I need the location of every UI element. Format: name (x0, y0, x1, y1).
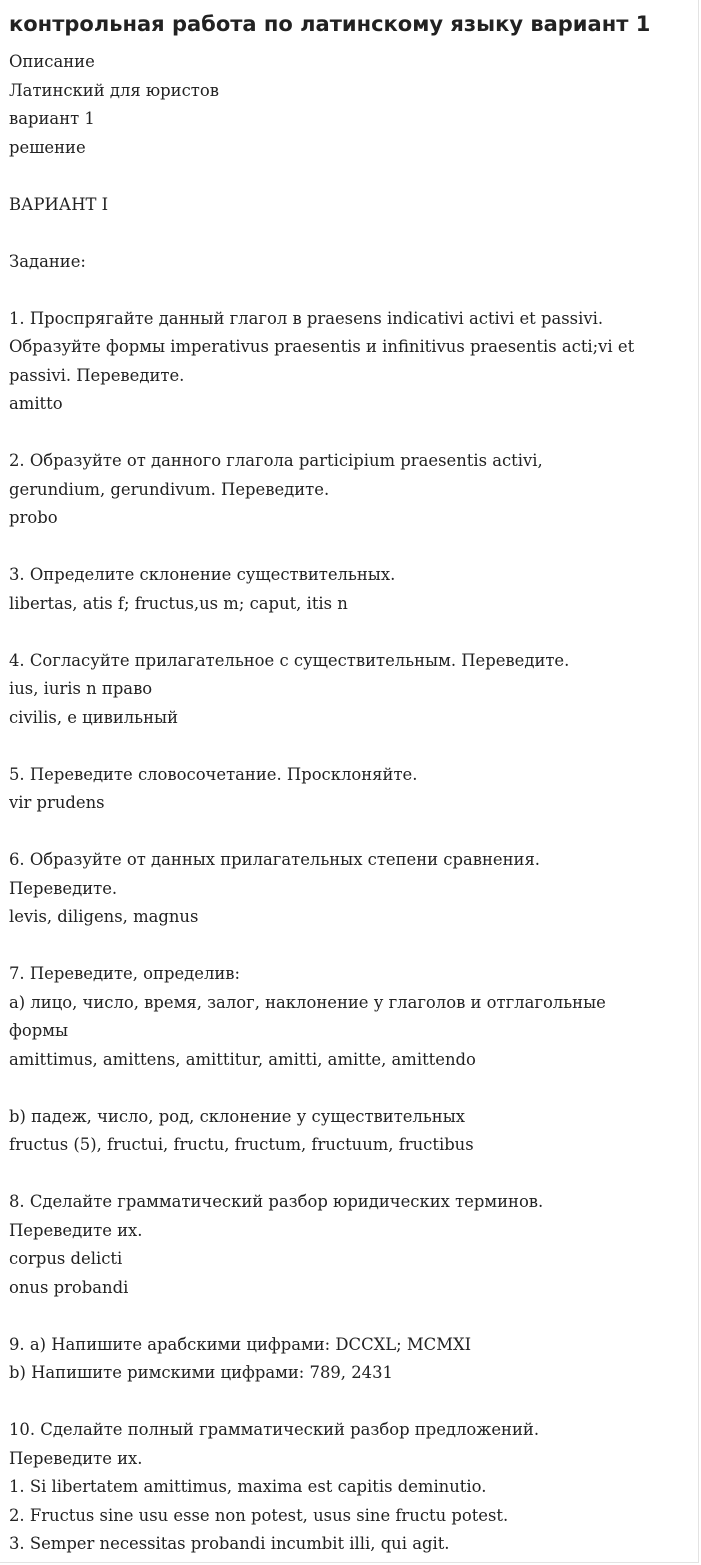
text-line: civilis, e цивильный (9, 707, 178, 727)
text-line: probo (9, 508, 58, 527)
text-line: 10. Сделайте полный грамматический разбор предложений. (9, 1420, 540, 1439)
document-body (9, 48, 693, 1559)
text-line: libertas, atis f; fructus,us m; caput, itis n (9, 593, 348, 613)
blank-line (9, 1074, 693, 1103)
text-line: ВАРИАНТ I (9, 194, 109, 214)
blank-line (9, 732, 693, 761)
text-line: 3. Semper necessitas probandi incumbit illi, qui agit. (9, 1534, 450, 1553)
text-line: решение (9, 137, 86, 157)
blank-line (9, 1160, 693, 1189)
text-line: Переведите их. (9, 1220, 143, 1240)
blank-line (9, 533, 693, 562)
blank-line (9, 818, 693, 847)
text-line: 6. Образуйте от данных прилагательных степени сравнения. (9, 850, 540, 869)
text-line: Описание (9, 52, 95, 71)
text-line: b) Напишите римскими цифрами: 789, 2431 (9, 1363, 393, 1382)
blank-line (9, 276, 693, 305)
text-line: fructus (5), fructui, fructu, fructum, fructuum, fructibus (9, 1135, 474, 1154)
text-line: b) падеж, число, род, склонение у существительных (9, 1106, 466, 1126)
text-line: 3. Определите склонение существительных. (9, 565, 396, 584)
text-line: onus probandi (9, 1277, 129, 1297)
text-line: corpus delicti (9, 1249, 123, 1268)
page-title: контрольная работа по латинскому языку вариант 1 (9, 12, 651, 36)
text-line: 5. Переведите словосочетание. Просклоняйте. (9, 764, 418, 784)
blank-line (9, 618, 693, 647)
text-line: gerundium, gerundivum. Переведите. (9, 479, 330, 499)
text-line: ius, iuris n право (9, 679, 153, 698)
text-line: Переведите. (9, 878, 118, 898)
text-line: amittimus, amittens, amittitur, amitti, amitte, amittendo (9, 1049, 476, 1069)
blank-line (9, 1302, 693, 1331)
text-line: 4. Согласуйте прилагательное с существительным. Переведите. (9, 650, 570, 670)
text-line: a) лицо, число, время, залог, наклонение у глаголов и отглагольные (9, 992, 606, 1012)
blank-line (9, 1388, 693, 1417)
text-line: 2. Fructus sine usu esse non potest, usus sine fructu potest. (9, 1505, 509, 1525)
text-line: 8. Сделайте грамматический разбор юридических терминов. (9, 1192, 544, 1211)
blank-line (9, 419, 693, 448)
text-line: levis, diligens, magnus (9, 907, 199, 926)
blank-line (9, 932, 693, 961)
text-line: формы (9, 1021, 68, 1040)
text-line: 1. Si libertatem amittimus, maxima est capitis deminutio. (9, 1477, 487, 1496)
text-line: 9. a) Напишите арабскими цифрами: DCCXL; MCMXI (9, 1334, 472, 1354)
text-line: Латинский для юристов (9, 80, 219, 100)
text-line: Переведите их. (9, 1448, 143, 1468)
text-line: вариант 1 (9, 109, 95, 128)
blank-line (9, 162, 693, 191)
text-line: vir prudens (9, 793, 105, 812)
text-line: 7. Переведите, определив: (9, 964, 241, 983)
blank-line (9, 219, 693, 248)
text-line: Образуйте формы imperativus praesentis и infinitivus praesentis acti;vi et (9, 337, 635, 356)
text-line: amitto (9, 394, 63, 413)
text-line: 1. Проспрягайте данный глагол в praesens indicativi activi et passivi. (9, 308, 604, 328)
text-line: Задание: (9, 251, 86, 271)
text-line: passivi. Переведите. (9, 365, 185, 385)
text-line: 2. Образуйте от данного глагола participium praesentis activi, (9, 451, 543, 470)
